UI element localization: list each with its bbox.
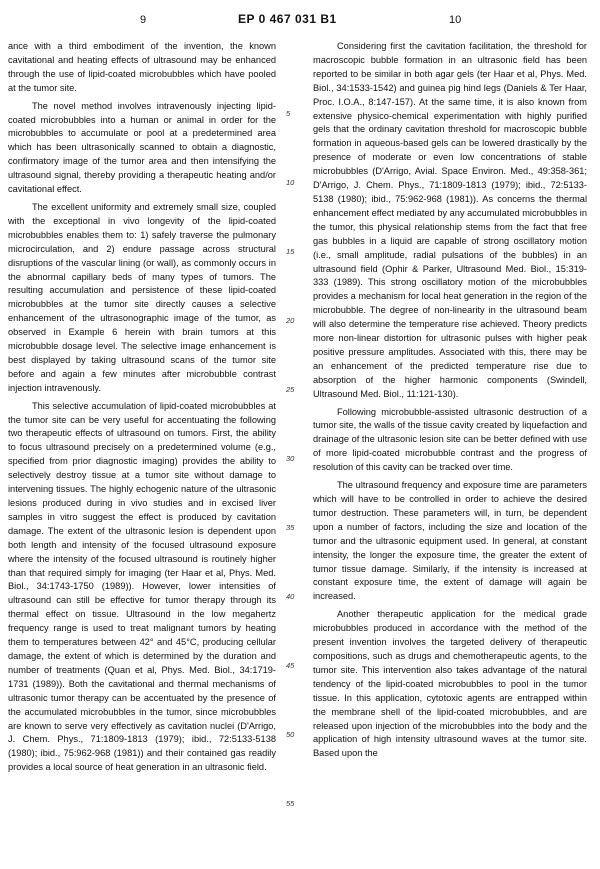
line-number: 30 <box>286 454 295 463</box>
line-number: 10 <box>286 178 295 187</box>
right-paragraph-2: Following microbubble-assisted ultrasonic destruction of a tumor site, the walls of the tissue cavity created by liquefaction and drainage of the ultrasonic lesion site can be better defined with use of more lipid-coated microbubble contrast and the progress of resolution of this cavity can be tracked over time. <box>313 406 587 473</box>
page-number-left: 9 <box>140 14 147 26</box>
left-paragraph-4: This selective accumulation of lipid-coated microbubbles at the tumor site can be very useful for accentuating the following two therapeutic effects of ultrasound on tumors. First, the ability to focus ultrasound precisely on a predetermined volume (e.g., specified from prior diagnostic imaging) provides the ability to selectively destroy tissue at a tumor site without damage to intervening tissues. The highly echogenic nature of the ultrasonic lesions produced during in vivo studies and in excised liver samples in vitro suggest the effect is produced by cavitation damage. The extent of the ultrasonic lesion is dependent upon both length and intensity of the focused ultrasound exposure where the intensity of the focused ultrasound is routinely higher than that required simply for imaging (ter Haar et al, Phys. Med. Biol., 34:1743-1750 (1989)). However, lower intensities of ultrasound can still be effective for tumor therapy through its thermal effect on tissue. Ultrasound in the low megahertz frequency range is used to treat malignant tumors by heating them to temperatures between 42° and 45°C, producing cellular damage, the extent of which is determined by the duration and number of treatments (Quan et al, Phys. Med. Biol., 34:1719-1731 (1989)). Both the cavitational and thermal mechanisms of ultrasonic tumor therapy can be accentuated by the presence of the accumulated microbubbles in the tumor, since microbubbles are known to serve very effectively as cavitation nuclei (D'Arrigo, J. Chem. Phys., 71:1809-1813 (1979); ibid., 72:5133-5138 (1980); ibid., 75:962-968 (1981)) and their contained gas readily provides a local source of heat generation in an ultrasonic field. <box>8 400 276 773</box>
right-paragraph-4: Another therapeutic application for the medical grade microbubbles produced in accordance with the method of the present invention involves the targeted delivery of therapeutic compositions, such as drugs and chemotherapeutic agents, to the tumor site. This intervention also takes advantage of the natural tendency of the lipid-coated microbubbles to pool in the tumor tissue. In this application, cytotoxic agents are entrapped within the membrane shell of the lipid-coated microbubbles, and are released upon injection of the microbubbles into the body and the application of high intensity ultrasound waves at the tumor site. Based upon the <box>313 609 587 759</box>
line-number: 50 <box>286 730 295 739</box>
page-header <box>0 12 600 30</box>
right-paragraph-1: Considering first the cavitation facilitation, the threshold for macroscopic bubble formation in an ultrasonic field has been reported to be similar in both agar gels (ter Haar et al, Phys. Med. Biol., 34:1533-1542) and guinea pig hind legs (Daniels & Ter Haar, Proc. I.O.A., 8:147-157). At the same time, it is also known from extensive physico-chemical experimentation with highly purified gels that the ordinary cavitation threshold for macroscopic bubble formation in aqueous-based gels can be lowered drastically by the presence of moderate or even low concentrations of stable microbubbles (D'Arrigo, Avial. Space Environ. Med., 49:358-361; D'Arrigo, J. Chem. Phys., 71:1809-1813 (1979); ibid., 72:5133-5138 (1980); ibid., 75:962-968 (1981)). As concerns the thermal enhancement effect mediated by any accumulated microbubbles in the tumor, this physical relationship stems from the fact that free gas bubbles in a liquid are capable of strong oscillatory motion (i.e., small amplitude, radial pulsations of the bubbles) in an ultrasound field (Ophir & Parker, Ultrasound Med. Biol., 15:319-333 (1989). This strong oscillatory motion of the microbubbles provides a mechanism for local heat generation in the region of the microbubble. The degree of non-linearity in the ultrasound beam will also determine the temperature rise achieved. Theory predicts more non-linear distortion for ultrasonic pulses with higher peak positive pressure amplitudes. Associated with this, there may be an enhancement of the predicted temperature rise due to absorption of the higher harmonic components (Swindell, Ultrasound Med. Biol., 11:121-130). <box>313 41 587 399</box>
line-number: 35 <box>286 523 295 532</box>
line-number: 25 <box>286 385 295 394</box>
right-column <box>313 40 587 765</box>
publication-number: EP 0 467 031 B1 <box>238 12 337 26</box>
left-paragraph-1: ance with a third embodiment of the invention, the known cavitational and heating effects of ultrasound may be enhanced through the use of lipid-coated microbubbles which have pooled at the tumor site. <box>8 41 276 93</box>
page-number-right: 10 <box>449 14 462 26</box>
right-paragraph-3: The ultrasound frequency and exposure time are parameters which will have to be controlled in order to achieve the desired tumor destruction. These parameters will, in turn, be dependent upon a number of factors, including the size and location of the tumor and the ultrasonic equipment used. In general, at constant intensity, the longer the exposure time, the greater the extent of tumor tissue damage. Similarly, if the intensity is increased at constant exposure time, the extent of damage will again be increased. <box>313 480 587 602</box>
line-number: 55 <box>286 799 295 808</box>
left-paragraph-2: The novel method involves intravenously injecting lipid-coated microbubbles into a human or animal in order for the microbubbles to accumulate or pool at a predetermined area which has been ultrasonically scanned to obtain a diagnostic, confirmatory image of the tumor area and then intensifying the ultrasound signal, thereby providing a therapeutic heating and/or cavitational effect. <box>8 100 276 195</box>
line-number: 5 <box>286 109 291 118</box>
line-number: 20 <box>286 316 295 325</box>
line-number: 40 <box>286 592 295 601</box>
line-number: 15 <box>286 247 295 256</box>
left-paragraph-3: The excellent uniformity and extremely small size, coupled with the exceptional in vivo longevity of the lipid-coated microbubbles enables them to: 1) safely traverse the pulmonary microcirculation, and 2) endure passage across structural disruptions of the vascular lining (or wall), as commonly occurs in the abnormal capillary beds of many types of tumors. The resulting accumulation and persistence of these lipid-coated microbubbles at the tumor site directly causes a selective enhancement of the ultrasonographic image of the tumor, as observed in Example 6 herein with brain tumors at this microbubble dosage level. The selective image enhancement is best displayed by taking ultrasound scans of the tumor site before and again a few minutes after microbubble contrast injection intravenously. <box>8 201 276 393</box>
left-column <box>8 40 276 779</box>
line-number: 45 <box>286 661 295 670</box>
